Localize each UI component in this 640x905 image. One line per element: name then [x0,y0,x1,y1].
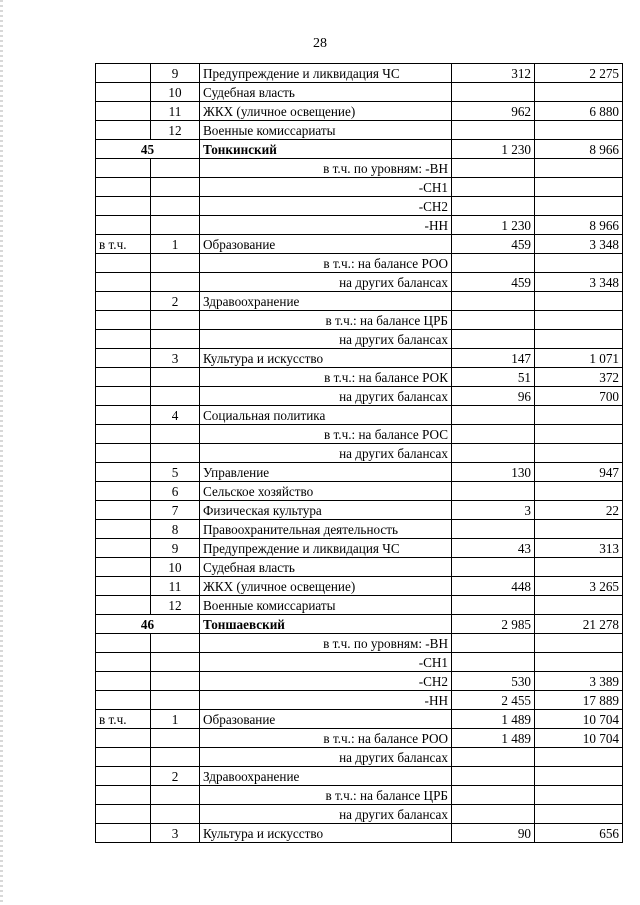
value-cell-1 [452,292,535,311]
item-name-cell: Культура и искусство [200,824,452,843]
value-cell-2 [535,292,623,311]
value-cell-2 [535,520,623,539]
group-label-cell: в т.ч. [96,710,151,729]
subtotal-row [96,786,623,805]
value-cell-2: 21 278 [535,615,623,634]
group-label-cell [96,349,151,368]
index-cell: 8 [151,520,200,539]
value-cell-2 [535,786,623,805]
value-cell-2 [535,748,623,767]
value-cell-1 [452,786,535,805]
item-name-cell: Физическая культура [200,501,452,520]
subtotal-row [96,805,623,824]
group-label-cell [96,102,151,121]
group-label-cell [96,159,151,178]
value-cell-1 [452,767,535,786]
index-cell [151,368,200,387]
index-cell: 2 [151,292,200,311]
value-cell-1: 459 [452,273,535,292]
group-label-cell [96,634,151,653]
value-cell-2: 3 348 [535,235,623,254]
index-cell: 4 [151,406,200,425]
sub-label-cell: в т.ч.: на балансе РОС [200,425,452,444]
index-cell [151,254,200,273]
index-cell [151,634,200,653]
value-cell-1 [452,748,535,767]
sub-label-cell: в т.ч.: на балансе РОО [200,729,452,748]
index-cell: 6 [151,482,200,501]
value-cell-2 [535,311,623,330]
group-label-cell [96,748,151,767]
table-row [96,539,623,558]
value-cell-2: 10 704 [535,729,623,748]
group-label-cell [96,330,151,349]
value-cell-2: 3 348 [535,273,623,292]
item-name-cell: ЖКХ (уличное освещение) [200,577,452,596]
value-cell-1 [452,311,535,330]
value-cell-1: 2 985 [452,615,535,634]
value-cell-2: 372 [535,368,623,387]
index-cell [151,653,200,672]
subtotal-row [96,273,623,292]
table-row [96,710,623,729]
value-cell-1 [452,330,535,349]
group-label-cell [96,311,151,330]
subtotal-row [96,159,623,178]
value-cell-1: 459 [452,235,535,254]
value-cell-1: 2 455 [452,691,535,710]
index-cell: 9 [151,539,200,558]
sub-label-cell: на других балансах [200,387,452,406]
value-cell-2 [535,767,623,786]
value-cell-2 [535,558,623,577]
value-cell-2 [535,159,623,178]
group-label-cell: в т.ч. [96,235,151,254]
subtotal-row [96,672,623,691]
district-number-cell: 45 [96,140,200,159]
item-name-cell: Военные комиссариаты [200,596,452,615]
group-label-cell [96,805,151,824]
sub-label-cell: -НН [200,691,452,710]
group-label-cell [96,482,151,501]
value-cell-2 [535,596,623,615]
index-cell [151,197,200,216]
subtotal-row [96,178,623,197]
item-name-cell: Судебная власть [200,83,452,102]
value-cell-2: 2 275 [535,64,623,83]
table-row [96,463,623,482]
sub-label-cell: -СН2 [200,672,452,691]
table-row [96,349,623,368]
item-name-cell: ЖКХ (уличное освещение) [200,102,452,121]
table-row [96,596,623,615]
value-cell-1: 962 [452,102,535,121]
value-cell-1 [452,178,535,197]
value-cell-1 [452,596,535,615]
index-cell [151,330,200,349]
index-cell [151,786,200,805]
district-row [96,140,623,159]
value-cell-2: 700 [535,387,623,406]
subtotal-row [96,387,623,406]
value-cell-2: 656 [535,824,623,843]
group-label-cell [96,558,151,577]
index-cell: 12 [151,596,200,615]
value-cell-2: 8 966 [535,216,623,235]
group-label-cell [96,539,151,558]
index-cell: 7 [151,501,200,520]
group-label-cell [96,767,151,786]
value-cell-2 [535,121,623,140]
sub-label-cell: на других балансах [200,805,452,824]
value-cell-2: 3 265 [535,577,623,596]
table-row [96,83,623,102]
subtotal-row [96,216,623,235]
value-cell-1 [452,159,535,178]
sub-label-cell: -СН1 [200,178,452,197]
index-cell: 1 [151,710,200,729]
value-cell-2 [535,330,623,349]
value-cell-1: 147 [452,349,535,368]
subtotal-row [96,691,623,710]
value-cell-1: 1 230 [452,216,535,235]
index-cell [151,444,200,463]
district-number-cell: 46 [96,615,200,634]
index-cell: 10 [151,558,200,577]
group-label-cell [96,444,151,463]
item-name-cell: Предупреждение и ликвидация ЧС [200,539,452,558]
value-cell-1: 530 [452,672,535,691]
group-label-cell [96,596,151,615]
value-cell-1: 51 [452,368,535,387]
value-cell-1 [452,121,535,140]
sub-label-cell: на других балансах [200,748,452,767]
value-cell-1: 1 489 [452,729,535,748]
index-cell [151,387,200,406]
subtotal-row [96,634,623,653]
index-cell: 12 [151,121,200,140]
value-cell-1 [452,805,535,824]
group-label-cell [96,83,151,102]
value-cell-2 [535,425,623,444]
value-cell-1 [452,197,535,216]
table-row [96,824,623,843]
item-name-cell: Образование [200,710,452,729]
group-label-cell [96,577,151,596]
value-cell-1 [452,444,535,463]
value-cell-1: 43 [452,539,535,558]
group-label-cell [96,501,151,520]
table-row [96,558,623,577]
index-cell: 11 [151,102,200,121]
subtotal-row [96,311,623,330]
index-cell [151,273,200,292]
subtotal-row [96,425,623,444]
district-name-cell: Тоншаевский [200,615,452,634]
value-cell-2 [535,406,623,425]
table-row [96,520,623,539]
item-name-cell: Правоохранительная деятельность [200,520,452,539]
sub-label-cell: в т.ч.: на балансе ЦРБ [200,786,452,805]
value-cell-1: 312 [452,64,535,83]
value-cell-1 [452,83,535,102]
item-name-cell: Образование [200,235,452,254]
value-cell-1: 448 [452,577,535,596]
table-row [96,64,623,83]
sub-label-cell: в т.ч.: на балансе РОО [200,254,452,273]
item-name-cell: Военные комиссариаты [200,121,452,140]
group-label-cell [96,463,151,482]
value-cell-2: 1 071 [535,349,623,368]
value-cell-1: 1 489 [452,710,535,729]
index-cell [151,729,200,748]
group-label-cell [96,254,151,273]
index-cell: 10 [151,83,200,102]
value-cell-2 [535,178,623,197]
district-name-cell: Тонкинский [200,140,452,159]
value-cell-2 [535,197,623,216]
scan-edge-decoration [0,0,3,905]
subtotal-row [96,729,623,748]
value-cell-1 [452,482,535,501]
value-cell-2 [535,83,623,102]
table-row [96,406,623,425]
value-cell-2: 6 880 [535,102,623,121]
sub-label-cell: на других балансах [200,444,452,463]
group-label-cell [96,691,151,710]
subtotal-row [96,330,623,349]
group-label-cell [96,824,151,843]
index-cell [151,691,200,710]
sub-label-cell: на других балансах [200,273,452,292]
group-label-cell [96,653,151,672]
group-label-cell [96,672,151,691]
item-name-cell: Социальная политика [200,406,452,425]
index-cell: 2 [151,767,200,786]
group-label-cell [96,729,151,748]
item-name-cell: Здравоохранение [200,292,452,311]
table-row [96,767,623,786]
table-row [96,482,623,501]
group-label-cell [96,425,151,444]
group-label-cell [96,387,151,406]
sub-label-cell: -СН2 [200,197,452,216]
index-cell [151,159,200,178]
group-label-cell [96,273,151,292]
index-cell [151,216,200,235]
budget-table-body [96,64,623,843]
value-cell-2: 17 889 [535,691,623,710]
district-row [96,615,623,634]
value-cell-2 [535,634,623,653]
index-cell: 9 [151,64,200,83]
sub-label-cell: -СН1 [200,653,452,672]
value-cell-2 [535,805,623,824]
index-cell [151,425,200,444]
value-cell-2: 8 966 [535,140,623,159]
index-cell: 11 [151,577,200,596]
subtotal-row [96,748,623,767]
subtotal-row [96,444,623,463]
group-label-cell [96,178,151,197]
index-cell [151,672,200,691]
group-label-cell [96,121,151,140]
item-name-cell: Предупреждение и ликвидация ЧС [200,64,452,83]
value-cell-1 [452,406,535,425]
value-cell-1: 1 230 [452,140,535,159]
index-cell: 1 [151,235,200,254]
group-label-cell [96,64,151,83]
value-cell-1: 96 [452,387,535,406]
item-name-cell: Культура и искусство [200,349,452,368]
value-cell-1 [452,558,535,577]
value-cell-1 [452,653,535,672]
value-cell-2: 3 389 [535,672,623,691]
value-cell-2 [535,254,623,273]
index-cell [151,805,200,824]
item-name-cell: Судебная власть [200,558,452,577]
index-cell [151,311,200,330]
value-cell-1 [452,254,535,273]
value-cell-2 [535,482,623,501]
value-cell-1: 3 [452,501,535,520]
table-row [96,292,623,311]
group-label-cell [96,368,151,387]
table-row [96,102,623,121]
subtotal-row [96,368,623,387]
index-cell [151,748,200,767]
subtotal-row [96,254,623,273]
budget-table [95,63,623,843]
index-cell: 3 [151,824,200,843]
subtotal-row [96,197,623,216]
value-cell-1 [452,520,535,539]
table-row [96,501,623,520]
table-row [96,121,623,140]
subtotal-row [96,653,623,672]
group-label-cell [96,292,151,311]
group-label-cell [96,406,151,425]
item-name-cell: Здравоохранение [200,767,452,786]
value-cell-2: 313 [535,539,623,558]
page-number: 28 [313,36,327,51]
value-cell-1: 130 [452,463,535,482]
index-cell: 3 [151,349,200,368]
value-cell-1 [452,634,535,653]
value-cell-1 [452,425,535,444]
group-label-cell [96,216,151,235]
value-cell-2: 22 [535,501,623,520]
value-cell-2: 10 704 [535,710,623,729]
index-cell [151,178,200,197]
item-name-cell: Сельское хозяйство [200,482,452,501]
group-label-cell [96,197,151,216]
sub-label-cell: в т.ч. по уровням: -ВН [200,634,452,653]
group-label-cell [96,786,151,805]
table-row [96,235,623,254]
sub-label-cell: в т.ч.: на балансе ЦРБ [200,311,452,330]
item-name-cell: Управление [200,463,452,482]
sub-label-cell: на других балансах [200,330,452,349]
sub-label-cell: -НН [200,216,452,235]
sub-label-cell: в т.ч.: на балансе РОК [200,368,452,387]
value-cell-2: 947 [535,463,623,482]
table-row [96,577,623,596]
sub-label-cell: в т.ч. по уровням: -ВН [200,159,452,178]
value-cell-1: 90 [452,824,535,843]
group-label-cell [96,520,151,539]
value-cell-2 [535,653,623,672]
value-cell-2 [535,444,623,463]
index-cell: 5 [151,463,200,482]
